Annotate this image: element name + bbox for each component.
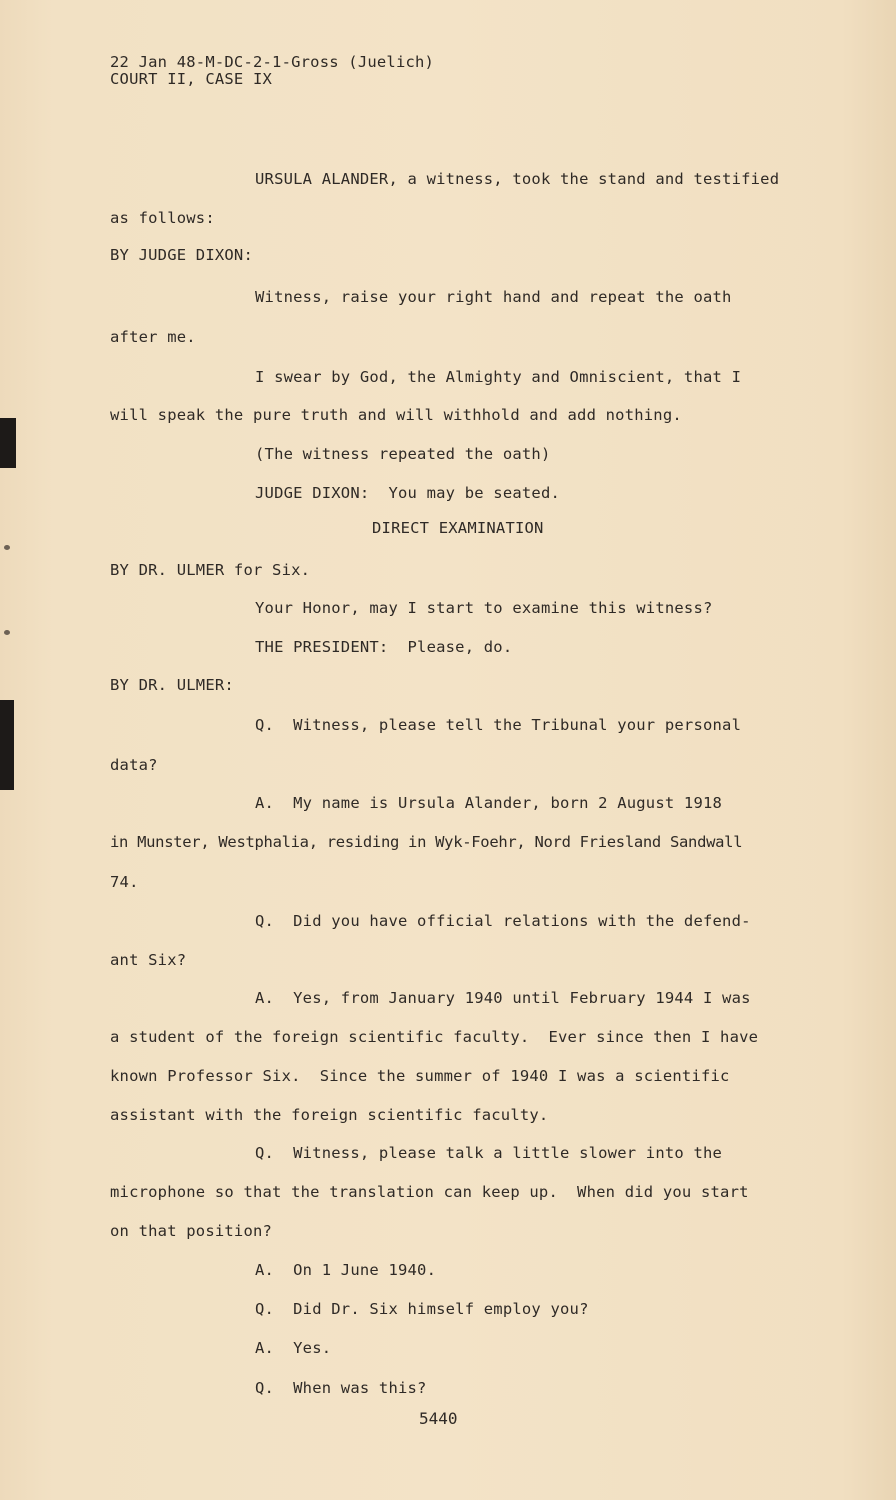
answer-line-cont: assistant with the foreign scientific faculty.	[110, 1106, 549, 1124]
question-line-cont: microphone so that the translation can keep up. When did you start	[110, 1183, 749, 1201]
speaker-heading: BY DR. ULMER for Six.	[110, 561, 311, 579]
answer-line-cont: a student of the foreign scientific faculty. Ever since then I have	[110, 1028, 759, 1046]
punch-hole	[4, 545, 10, 550]
question-line-cont: data?	[110, 756, 158, 774]
binding-mark	[0, 418, 16, 468]
answer-line-cont: in Munster, Westphalia, residing in Wyk-Foehr, Nord Friesland Sandwall	[110, 833, 743, 851]
answer-line: A. On 1 June 1940.	[255, 1261, 437, 1279]
counsel-request: Your Honor, may I start to examine this witness?	[255, 599, 713, 617]
answer-line: A. Yes.	[255, 1339, 332, 1357]
witness-intro-cont: as follows:	[110, 209, 215, 227]
question-line-cont: ant Six?	[110, 951, 187, 969]
speaker-heading: BY DR. ULMER:	[110, 676, 234, 694]
section-heading: DIRECT EXAMINATION	[372, 519, 544, 537]
question-line: Q. Witness, please tell the Tribunal your personal	[255, 716, 742, 734]
header-line-1: 22 Jan 48-M-DC-2-1-Gross (Juelich)	[110, 53, 435, 71]
page-number: 5440	[419, 1409, 458, 1428]
question-line: Q. Witness, please talk a little slower into the	[255, 1144, 723, 1162]
president-reply: THE PRESIDENT: Please, do.	[255, 638, 513, 656]
oath-instruction-cont: after me.	[110, 328, 196, 346]
oath-text-cont: will speak the pure truth and will withhold and add nothing.	[110, 406, 682, 424]
question-line: Q. When was this?	[255, 1379, 427, 1397]
oath-text: I swear by God, the Almighty and Omniscient, that I	[255, 368, 742, 386]
speaker-heading: BY JUDGE DIXON:	[110, 246, 253, 264]
question-line: Q. Did Dr. Six himself employ you?	[255, 1300, 589, 1318]
answer-line: A. Yes, from January 1940 until February 1944 I was	[255, 989, 751, 1007]
question-line: Q. Did you have official relations with the defend-	[255, 912, 751, 930]
question-line-cont: on that position?	[110, 1222, 273, 1240]
oath-repeated: (The witness repeated the oath)	[255, 445, 551, 463]
witness-intro: URSULA ALANDER, a witness, took the stand and testified	[255, 170, 780, 188]
judge-statement: JUDGE DIXON: You may be seated.	[255, 484, 561, 502]
oath-instruction: Witness, raise your right hand and repeat the oath	[255, 288, 732, 306]
answer-line-cont: 74.	[110, 873, 139, 891]
answer-line-cont: known Professor Six. Since the summer of 1940 I was a scientific	[110, 1067, 730, 1085]
punch-hole	[4, 630, 10, 635]
binding-mark	[0, 700, 14, 790]
header-line-2: COURT II, CASE IX	[110, 70, 273, 88]
answer-line: A. My name is Ursula Alander, born 2 August 1918	[255, 794, 723, 812]
